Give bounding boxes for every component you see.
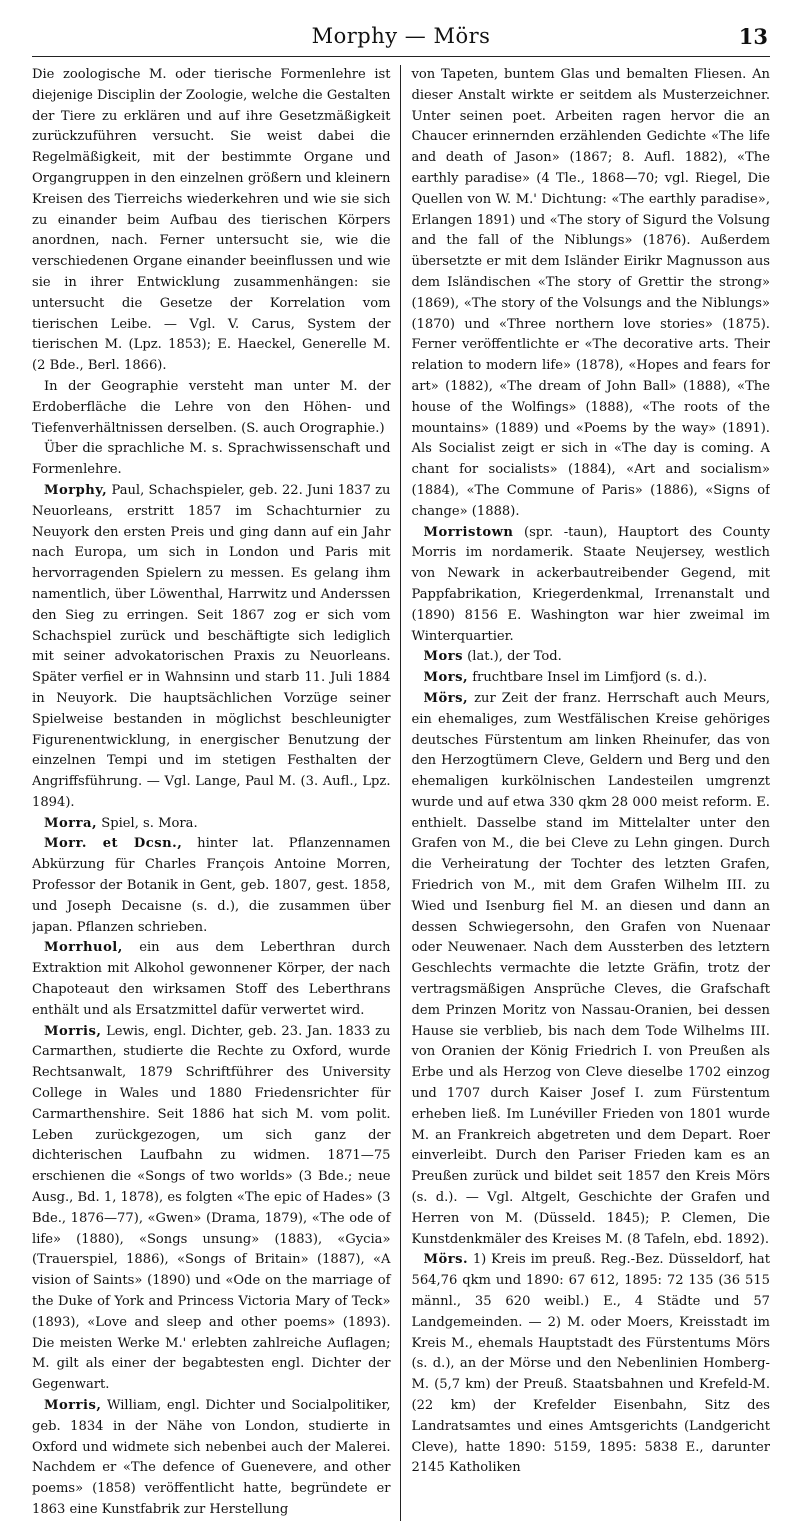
entry-headword: Morristown [423,524,514,540]
right-column [401,65,770,1521]
column-divider [400,65,401,1521]
entry-paragraph [32,814,391,835]
entry-text: hinter lat. Pflanzennamen Abkürzung für Charles François Antoine Morren, Professor der Botanik in Gent, geb. 1807, gest. 1858, und Joseph Decaisne (s. d.), die zusammen über japan. Pflanzen schrieben. [32,836,391,935]
entry-paragraph [411,65,770,523]
entry-text: Spiel, s. Mora. [97,815,198,831]
entry-text: Die zoologische M. oder tierische Formenlehre ist diejenige Disciplin der Zoologie, welche die Gestalten der Tiere zu erklären und auf ihre Gesetzmäßigkeit zurückzuführen versucht. Sie weist dabei die Regelmäßigkeit, mit der bestimmte Organe und Organgruppen in den einzelnen größern und kleinern Kreisen des Tierreichs wiederkehren und wie sie sich zu einander beim Aufbau des tierischen Körpers anordnen, nach. Ferner untersucht sie, wie die verschiedenen Organe einander beeinflussen und wie sie in ihrer Entwicklung zusammenhängen: sie untersucht die Gesetze der Korrelation vom tierischen Leibe. — Vgl. V. Carus, System der tierischen M. (Lpz. 1853); E. Haeckel, Generelle M. (2 Bde., Berl. 1866). [32,67,391,374]
entry-text: zur Zeit der franz. Herrschaft auch Meurs, ein ehemaliges, zum Westfälischen Kreise gehöriges deutsches Fürstentum am linken Rheinufer, das von den Herzogtümern Cleve, Geldern und Berg und den ehemaligen kurkölnischen Landesteilen umgrenzt wurde und auf etwa 330 qkm 28 000 meist reform. E. enthielt. Dasselbe stand im Mittelalter unter den Grafen von M., die bei Cleve zu Lehn gingen. Durch die Verheiratung der Tochter des letzten Grafen, Friedrich von M., mit dem Grafen Wilhelm III. zu Wied und Isenburg fiel M. an diesen und dann an dessen Schwiegersohn, den Grafen von Nuenaar oder Neuwenaer. Nach dem Aussterben des letztern Geschlechts vermachte die letzte Gräfin, trotz der vertragsmäßigen Ansprüche Cleves, die Grafschaft dem Prinzen Moritz von Nassau-Oranien, bei dessen Hause sie verblieb, bis nach dem Tode Wilhelms III. von Oranien der König Friedrich I. von Preußen als Erbe und als Herzog von Cleve dieselbe 1702 einzog und 1707 durch Kaiser Josef I. zum Fürstentum erheben ließ. Im Lunéviller Frieden von 1801 wurde M. an Frankreich abgetreten und dem Depart. Roer einverleibt. Durch den Pariser Frieden kam es an Preußen zurück und bildet seit 1857 den Kreis Mörs (s. d.). — Vgl. Altgelt, Geschichte der Grafen und Herren von M. (Düsseld. 1845); P. Clemen, Die Kunstdenkmäler des Kreises M. (8 Tafeln, ebd. 1892). [411,690,770,1247]
entry-headword: Mors [423,649,463,665]
left-column [32,65,399,1521]
entry-paragraph [32,1022,391,1396]
entry-text: (lat.), der Tod. [462,649,562,665]
entry-paragraph [32,377,391,439]
entry-text: Lewis, engl. Dichter, geb. 23. Jan. 1833 zu Carmarthen, studierte die Rechte zu Oxford, wurde Rechtsanwalt, 1879 Schriftführer des University College in Wales und 1880 Friedensrichter für Carmarthenshire. Seit 1886 hat sich M. vom polit. Leben zurückgezogen, um sich ganz der dichterischen Laufbahn zu widmen. 1871—75 erschienen die «Songs of two worlds» (3 Bde.; neue Ausg., Bd. 1, 1878), es folgten «The epic of Hades» (3 Bde., 1876—77), «Gwen» (Drama, 1879), «The ode of life» (1880), «Songs unsung» (1883), «Gycia» (Trauerspiel, 1886), «Songs of Britain» (1887), «A vision of Saints» (1890) und «Ode on the marriage of the Duke of York and Princess Victoria Mary of Teck» (1893), «Love and sleep and other poems» (1893). Die meisten Werke M.' erlebten zahlreiche Auflagen; M. gilt als einer der begabtesten engl. Dichter der Gegenwart. [32,1023,391,1393]
entry-paragraph [32,834,391,938]
entry-paragraph [32,1396,391,1521]
entry-paragraph [32,65,391,377]
entry-text: Paul, Schachspieler, geb. 22. Juni 1837 zu Neuorleans, erstritt 1857 im Schachturnier zu Neuyork den ersten Preis und ging dann auf ein Jahr nach Europa, um sich in London und Paris mit hervorragenden Spielern zu messen. Es gelang ihm namentlich, über Löwenthal, Harrwitz und Anderssen den Sieg zu erringen. Seit 1867 zog er sich vom Schachspiel zurück und beschäftigte sich lediglich mit seiner advokatorischen Praxis zu Neuorleans. Später verfiel er in Wahnsinn und starb 11. Juli 1884 in Neuyork. Die hauptsächlichen Vorzüge seiner Spielweise bestanden in möglichst beschleunigter Figurenentwicklung, in energischer Benutzung der einzelnen Tempi und im stetigen Festhalten der Angriffsführung. — Vgl. Lange, Paul M. (3. Aufl., Lpz. 1894). [32,482,391,810]
entry-paragraph [32,439,391,481]
entry-text: 1) Kreis im preuß. Reg.-Bez. Düsseldorf, hat 564,76 qkm und 1890: 67 612, 1895: 72 135 (36 515 männl., 35 620 weibl.) E., 4 Städte und 57 Landgemeinden. — 2) M. oder Moers, Kreisstadt im Kreis M., ehemals Hauptstadt des Fürstentums Mörs (s. d.), an der Mörse und den Nebenlinien Homberg-M. (5,7 km) der Preuß. Staatsbahnen und Krefeld-M. (22 km) der Krefelder Eisenbahn, Sitz des Landratsamtes und eines Amtsgerichts (Landgericht Cleve), hatte 1890: 5159, 1895: 5838 E., darunter 2145 Katholiken [411,1252,770,1476]
entry-paragraph [411,1250,770,1479]
entry-paragraph [411,668,770,689]
entry-paragraph [411,523,770,648]
entry-headword: Morris, [44,1398,102,1413]
entry-headword: Morra, [44,815,98,831]
entry-headword: Morphy, [44,482,108,498]
running-title: Morphy — Mörs [311,24,491,48]
entry-headword: Morris, [44,1023,102,1039]
entry-headword: Mors, [423,670,469,686]
entry-text: Über die sprachliche M. s. Sprachwissenschaft und Formenlehre. [32,441,391,478]
entry-text: von Tapeten, buntem Glas und bemalten Fliesen. An dieser Anstalt wirkte er seitdem als Musterzeichner. Unter seinen poet. Arbeiten ragen hervor die an Chaucer erinnernden erzählenden Gedichte «The life and death of Jason» (1867; 8. Aufl. 1882), «The earthly paradise» (4 Tle., 1868—70; vgl. Riegel, Die Quellen von W. M.' Dichtung: «The earthly paradise», Erlangen 1891) und «The story of Sigurd the Volsung and the fall of the Niblungs» (1876). Außerdem übersetzte er mit dem Isländer Eirikr Magnusson aus dem Isländischen «The story of Grettir the strong» (1869), «The story of the Volsungs and the Niblungs» (1870) und «Three northern love stories» (1875). Ferner veröffentlichte er «The decorative arts. Their relation to modern life» (1878), «Hopes and fears for art» (1882), «The dream of John Ball» (1888), «The house of the Wolfings» (1888), «The roots of the mountains» (1889) und «Poems by the way» (1891). Als Socialist zeigt er sich in «The day is coming. A chant for socialists» (1884), «Art and socialism» (1884), «The Commune of Paris» (1886), «Signs of change» (1888). [411,67,770,519]
entry-paragraph [411,647,770,668]
page-header [32,22,770,57]
entry-headword: Morr. et Dcsn., [44,836,183,852]
entry-paragraph [32,481,391,814]
text-columns [32,65,770,1521]
entry-text: In der Geographie versteht man unter M. der Erdoberfläche die Lehre von den Höhen- und Tiefenverhältnissen derselben. (S. auch Orographie.) [32,378,391,436]
entry-text: (spr. -taun), Hauptort des County Morris im nordamerik. Staate Neujersey, westlich von Newark in ackerbautreibender Gegend, mit Pappfabrikation, Kriegerdenkmal, Irrenanstalt und (1890) 8156 E. Washington war hier zweimal im Winterquartier. [411,524,770,644]
entry-paragraph [411,689,770,1251]
entry-text: William, engl. Dichter und Socialpolitiker, geb. 1834 in der Nähe von London, studierte in Oxford und widmete sich nebenbei auch der Malerei. Nachdem er «The defence of Guenevere, and other poems» (1858) veröffentlicht hatte, begründete er 1863 eine Kunstfabrik zur Herstellung [32,1398,391,1517]
entry-paragraph [32,938,391,1021]
entry-headword: Morrhuol, [44,940,123,956]
entry-headword: Mörs, [423,690,469,706]
entry-text: ein aus dem Leberthran durch Extraktion mit Alkohol gewonnener Körper, der nach Chapoteaut den wirksamen Stoff des Leberthrans enthält und als Ersatzmittel dafür verwertet wird. [32,940,391,1018]
entry-text: fruchtbare Insel im Limfjord (s. d.). [468,670,708,686]
entry-headword: Mörs. [423,1252,469,1268]
page-number: 13 [738,24,768,49]
